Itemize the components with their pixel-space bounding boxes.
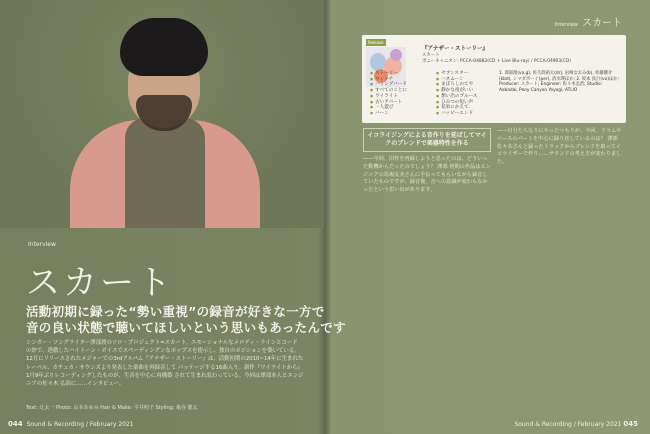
track-item: ● バーン bbox=[370, 111, 430, 117]
lead-line-1: 活動初期に録った“勢い重視”の録音が好きな一方で bbox=[26, 304, 325, 319]
track-item: ● 静かな夜がいい bbox=[436, 88, 496, 94]
track-item: ● 花束にかえて bbox=[436, 105, 496, 111]
lead-line-2: 音の良い状態で聴いてほしいという思いもあったんです bbox=[26, 320, 346, 335]
subheading-box: イコライジングによる音作りを延ばしてマイクのブレンドで楽器特性を作る bbox=[363, 128, 491, 152]
album-catalog: スカート ポニーキャニオン: PCCA-04882(CD + Live Blu-ray) / PCCA-04903(CD) bbox=[422, 53, 572, 64]
track-item: ● ハミングバード bbox=[370, 82, 430, 88]
track-item: ● ストーリー bbox=[370, 71, 430, 77]
credits: Text: 辻太一 Photo: 山本あゆみ Hair & Make: 平井明子 Styling: 亀谷 健太 bbox=[26, 405, 198, 411]
column-a-text: ——今回、旧作を再録しようと思ったのは、どういった動機からだったのでしょう？ 澤部 初期の作品はエンジニアの馬場友美さんに手伝ってもらいながら録音していたものですが、録音後、音への意識が変わらなかったという思い出があります。 bbox=[363, 156, 491, 194]
track-item: ● すべてのことに bbox=[370, 88, 430, 94]
column-b-text: ——自分たちなりにやったつもりが、今回、ドラムやベースのパートを中心に録り直しているのは？ 澤部 佐々木さんと録ったトラックからブレンドを取ってイコライザーで作り……サウンドの考え方が変わりました。 bbox=[497, 128, 622, 166]
track-item: ● ハネムーン bbox=[436, 77, 496, 83]
page-footer-right: Sound & Recording / February 2021 045 bbox=[514, 420, 638, 428]
track-item: ● ワイライト bbox=[370, 94, 430, 100]
column-a bbox=[363, 128, 491, 195]
track-list bbox=[370, 71, 496, 117]
track-item: ● 一人遊び bbox=[370, 105, 430, 111]
track-item: ● まぼろしのてや bbox=[436, 82, 496, 88]
track-item: ● ハッピーエンド bbox=[436, 111, 496, 117]
page-number: 044 bbox=[8, 420, 23, 428]
article-title: スカート bbox=[26, 263, 174, 303]
track-item: ● ウィッチ bbox=[370, 77, 430, 83]
track-item: ● 想い出のブルース bbox=[436, 94, 496, 100]
running-header: Interview スカート bbox=[554, 18, 622, 29]
track-item: ● ひみつの短い声 bbox=[436, 100, 496, 106]
staff-credits: 1. 澤部渡(vo,g), 佐久間裕太(dr), 岩崎なおみ(b), 佐藤優介(kbd), シマダボーイ(per), 清水瑛ほか; 2. 坂本 真行(vo)ほか; Producer: スカート; Engineer: 佐々木弘治; Studio: Aobadai, Pony Canyon Yoyogi, ATLIO bbox=[499, 71, 619, 93]
track-item: ● セブンスター bbox=[436, 71, 496, 77]
page-footer-left: 044 Sound & Recording / February 2021 bbox=[8, 420, 134, 428]
track-item: ● 古いアパート bbox=[370, 100, 430, 106]
album-title: 『アナザー・ストーリー』 bbox=[422, 46, 489, 52]
page-number-right: 045 bbox=[623, 420, 638, 428]
release-label: Release bbox=[368, 40, 384, 45]
intro-body: シンガー・ソングライター澤部渡のソロ・プロジェクト=スカート。エモーショナルなメロディ・ラインとコード の妙で、透徹したハイトーン・ボイスでスペーディングンなポップスを提示し、独自のポジションを築いている。12月にリリースされたメジャーでの3rdアルバム『アナザー・ストーリー』は、活動初期の2010~14年に生まれたレーベル、カチュカ・サウンズより発表した楽曲を再録音して パッケージする16曲入り。新作『ワイライトから』1月9年ぶりレコーディングしたものが、生音を中心に再構築 されて生まれ変わっている。今回は澤部本人とエンジニアの佐々木 弘治に……インタビュー。 bbox=[26, 340, 304, 388]
release-info-card bbox=[362, 35, 626, 123]
column-b bbox=[497, 128, 625, 167]
section-tag: Interview bbox=[28, 241, 56, 248]
portrait-photo bbox=[0, 0, 324, 228]
